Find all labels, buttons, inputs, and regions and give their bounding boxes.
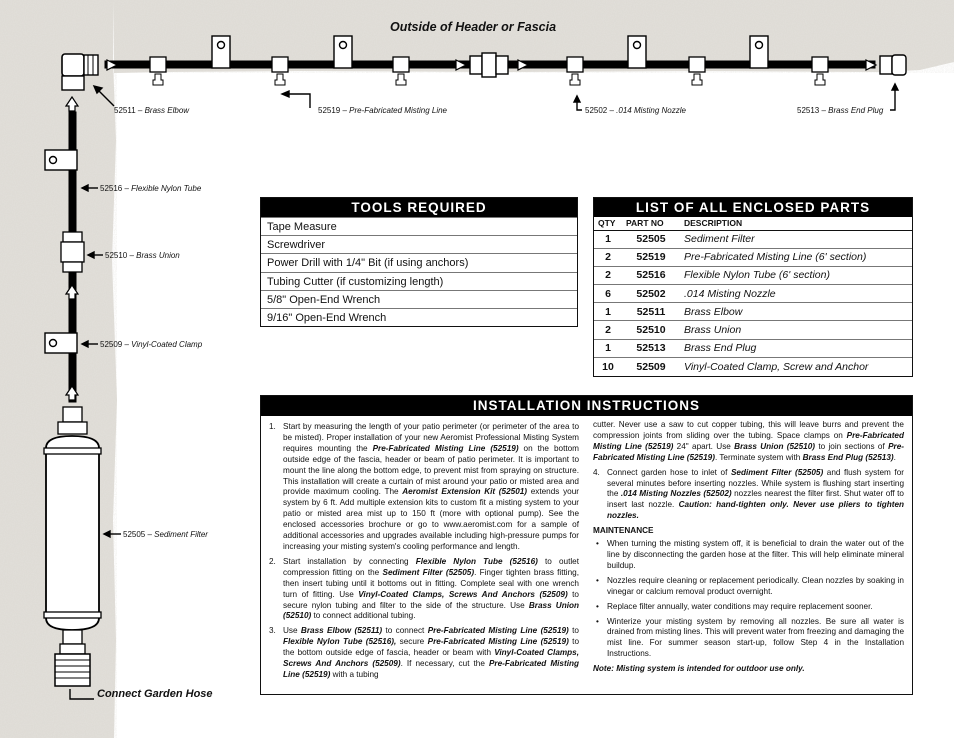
maintenance-heading: MAINTENANCE	[593, 526, 654, 536]
step-text: to join sections of	[815, 441, 889, 451]
maintenance-item	[593, 617, 904, 661]
label-brass-elbow: 52511 – Brass Elbow	[114, 106, 190, 115]
connect-garden-hose-label: Connect Garden Hose	[97, 688, 213, 700]
parts-list-panel	[593, 197, 913, 377]
col-qty: QTY	[594, 217, 622, 230]
maintenance-text: When turning the misting system off, it is beneficial to drain the water out of the line by disconnecting the garden hose at the filter. This will help eliminate mineral buildup.	[607, 539, 904, 570]
label-vinyl-clamp: 52509 – Vinyl-Coated Clamp	[100, 340, 203, 349]
part-ref: Pre-Fabricated Misting Line (52519)	[427, 626, 569, 636]
caution-text: Caution: hand-tighten only. Never use pliers to tighten nozzles.	[607, 500, 904, 521]
installation-instructions-title: INSTALLATION INSTRUCTIONS	[261, 396, 912, 416]
step-text: to connect additional tubing.	[311, 611, 416, 621]
part-cell: 52509	[622, 357, 680, 375]
tool-item: 5/8" Open-End Wrench	[261, 290, 577, 308]
tool-item: Tubing Cutter (if customizing length)	[261, 272, 577, 290]
desc-cell: Brass Union	[680, 321, 912, 339]
bullet: •	[596, 616, 599, 626]
step-number: 1.	[269, 422, 276, 431]
part-cell: 52505	[622, 230, 680, 248]
step-2	[269, 557, 579, 622]
header-title: Outside of Header or Fascia	[390, 20, 557, 34]
parts-table	[594, 217, 912, 376]
table-row	[594, 248, 912, 266]
step-1	[269, 422, 579, 553]
maintenance-item	[593, 576, 904, 598]
part-ref: Pre-Fabricated Misting Line (52519)	[283, 659, 579, 679]
part-ref: Brass Union (52510)	[283, 600, 579, 621]
step-text: Start installation by connecting	[283, 556, 416, 566]
part-cell: 52502	[622, 285, 680, 303]
maintenance-item	[593, 602, 904, 613]
step-text: to secure nylon tubing and filter to the side of the structure. Use	[283, 589, 579, 610]
maintenance-text: Replace filter annually, water conditions may require replacement sooner.	[607, 601, 873, 611]
qty-cell: 6	[594, 285, 622, 303]
step-text: 24" apart. Use	[673, 441, 735, 451]
desc-cell: Sediment Filter	[680, 230, 912, 248]
qty-cell: 2	[594, 321, 622, 339]
qty-cell: 10	[594, 357, 622, 375]
part-ref: Aeromist Extension Kit (52501)	[402, 487, 528, 497]
step-number: 4.	[593, 467, 600, 477]
part-ref: Brass Union (52510)	[734, 441, 815, 451]
maintenance-item	[593, 539, 904, 572]
step-number: 2.	[269, 556, 276, 566]
label-misting-nozzle: 52502 – .014 Misting Nozzle	[585, 106, 686, 115]
tool-item: Power Drill with 1/4" Bit (if using anchors)	[261, 253, 577, 271]
step-text: .	[893, 452, 896, 462]
table-row	[594, 339, 912, 357]
step-text: nozzles nearest the filter first. Shut water off to insert last nozzle.	[607, 489, 904, 510]
desc-cell: Flexible Nylon Tube (6' section)	[680, 266, 912, 284]
step-number: 3.	[269, 626, 276, 636]
tools-required-panel	[260, 197, 578, 327]
step-text: with a tubing	[330, 669, 379, 679]
part-ref: Flexible Nylon Tube (52516)	[415, 556, 538, 566]
step-text: Start by measuring the length of your patio perimeter (or perimeter of the area to be misted). Proper installation of your new Aeromist Professional Misting System requires mounting the	[283, 422, 579, 453]
label-sediment-filter: 52505 – Sediment Filter	[123, 530, 208, 539]
label-end-plug: 52513 – Brass End Plug	[797, 106, 884, 115]
step-text: on the bottom outside edge of the fascia, header or beam of patio perimeter. It is important to mount the line along the bottom edge, to prevent mist from spraying on structure. This installation will create a curtain of mist around your patio or misted area and provide maximum cooling. The	[283, 443, 579, 497]
step-text: to the bottom outside edge of fascia, header or beam with	[283, 637, 580, 658]
maintenance-text: Nozzles require cleaning or replacement periodically. Clean nozzles by soaking in vinegar or calcium removal product overnight.	[607, 575, 904, 596]
qty-cell: 2	[594, 266, 622, 284]
table-row	[594, 357, 912, 375]
table-row	[594, 303, 912, 321]
bullet: •	[596, 539, 599, 549]
part-ref: Vinyl-Coated Clamps, Screws And Anchors (52509)	[283, 648, 579, 669]
qty-cell: 2	[594, 248, 622, 266]
step-text: secure	[396, 637, 428, 647]
col-part-no: PART NO	[622, 217, 680, 230]
part-ref: Pre-Fabricated Misting Line (52519)	[593, 441, 904, 462]
part-ref: Flexible Nylon Tube (52516),	[283, 637, 397, 647]
table-row	[594, 230, 912, 248]
table-row	[594, 285, 912, 303]
step-text: to	[568, 626, 579, 636]
step-text: extends your system by 6 ft. Add multiple extension kits to custom fit a misting system to your patio or misted area mist up to 150 ft (more with optional pump). See the enclosed accessories brochure or go to www.aeromist.com for a sample of additional accessories and upgrades available including high-pressure pumps for increasing your misting system's cooling performance and length.	[283, 487, 579, 551]
desc-cell: .014 Misting Nozzle	[680, 285, 912, 303]
part-ref: Sediment Filter (52505)	[730, 467, 824, 477]
table-row	[594, 266, 912, 284]
instructions-column-right	[593, 420, 904, 675]
maintenance-text: Winterize your misting system by removing all nozzles. Be sure all water is drained from misting lines. This will prevent water from freezing and damaging the mist line. For summer season start-up, follow Step 4 in the Installation Instructions.	[607, 616, 904, 659]
label-brass-union: 52510 – Brass Union	[105, 251, 180, 260]
step-text: . Terminate system with	[714, 452, 803, 462]
step-text: . If necessary, cut the	[400, 659, 489, 669]
step-text: Connect garden hose to inlet of	[607, 467, 731, 477]
step-3-continued	[593, 420, 904, 464]
part-cell: 52513	[622, 339, 680, 357]
table-row	[594, 321, 912, 339]
col-description: DESCRIPTION	[680, 217, 912, 230]
part-cell: 52519	[622, 248, 680, 266]
tool-item: Tape Measure	[261, 217, 577, 235]
part-ref: Pre-Fabricated Misting Line (52519)	[593, 430, 904, 451]
part-ref: Pre-Fabricated Misting Line (52519)	[427, 637, 569, 647]
part-ref: Brass Elbow (52511)	[300, 626, 383, 636]
part-ref: Sediment Filter (52505)	[382, 567, 475, 577]
label-nylon-tube: 52516 – Flexible Nylon Tube	[100, 184, 202, 193]
step-text: to outlet compression fitting on the	[283, 556, 579, 577]
tool-item: 9/16" Open-End Wrench	[261, 308, 577, 326]
step-text: Use	[283, 626, 301, 636]
part-cell: 52511	[622, 303, 680, 321]
part-cell: 52516	[622, 266, 680, 284]
tools-required-title: TOOLS REQUIRED	[261, 198, 577, 217]
desc-cell: Brass End Plug	[680, 339, 912, 357]
step-text: . Finger tighten brass fitting, then insert tubing until it bottoms out in fitting. Complete seal with one wrench turn of fitting. Use	[283, 567, 580, 599]
qty-cell: 1	[594, 230, 622, 248]
step-text: and flush system for several minutes before inserting nozzles. While system is flushing start inserting the	[607, 467, 904, 499]
bullet: •	[596, 575, 599, 585]
qty-cell: 1	[594, 339, 622, 357]
step-4	[593, 468, 904, 523]
installation-instructions-panel	[260, 395, 913, 695]
step-text: cutter. Never use a saw to cut copper tubing, this will leave burrs and prevent the compression joints from sliding over the tubing. Space clamps on	[593, 420, 904, 440]
part-ref: Brass End Plug (52513)	[802, 452, 894, 462]
parts-list-title: LIST OF ALL ENCLOSED PARTS	[594, 198, 912, 217]
step-text: to connect	[382, 626, 428, 636]
part-cell: 52510	[622, 321, 680, 339]
tool-item: Screwdriver	[261, 235, 577, 253]
outdoor-use-note: Note: Misting system is intended for outdoor use only.	[593, 664, 805, 674]
qty-cell: 1	[594, 303, 622, 321]
desc-cell: Vinyl-Coated Clamp, Screw and Anchor	[680, 357, 912, 375]
part-ref: Vinyl-Coated Clamps, Screws And Anchors (52509)	[358, 589, 568, 599]
part-ref: Pre-Fabricated Misting Line (52519)	[372, 443, 519, 453]
desc-cell: Pre-Fabricated Misting Line (6' section)	[680, 248, 912, 266]
step-3	[269, 626, 579, 681]
part-ref: .014 Misting Nozzles (52502)	[620, 489, 732, 499]
desc-cell: Brass Elbow	[680, 303, 912, 321]
bullet: •	[596, 601, 599, 611]
label-misting-line: 52519 – Pre-Fabricated Misting Line	[318, 106, 447, 115]
instructions-column-left	[269, 422, 579, 685]
